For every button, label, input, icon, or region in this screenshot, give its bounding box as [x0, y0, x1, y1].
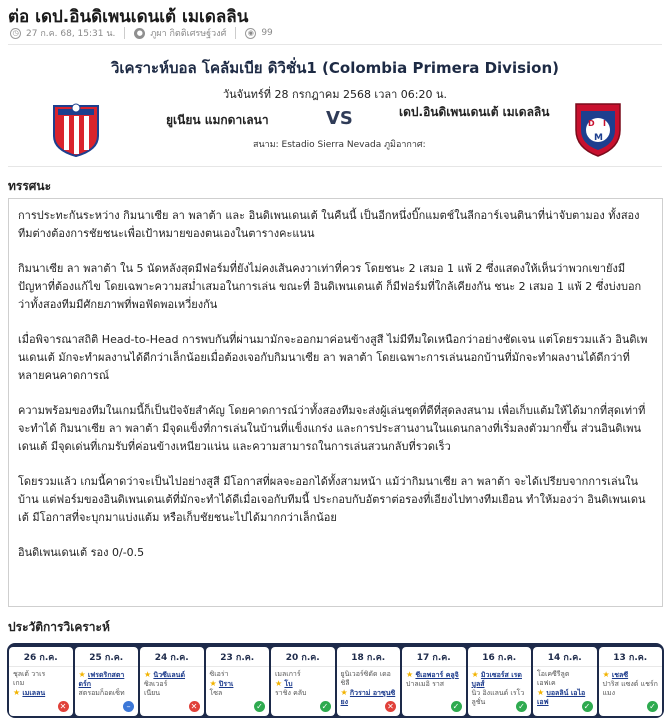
analysis-history-strip: [7, 643, 664, 718]
star-icon: ★: [406, 670, 414, 679]
history-tip[interactable]: เฟรดริกสตาดร์ก: [78, 671, 125, 688]
history-team: นิว อิงแลนด์ เรโวลูชั่น: [471, 689, 525, 706]
history-date: 24 ก.ค.: [140, 647, 204, 667]
match-date: วันจันทร์ที่ 28 กรกฎาคม 2568 เวลา 06:20 น.: [222, 88, 447, 101]
venue-info: สนาม: Estadio Sierra Nevada ภูมิอากาศ:: [253, 140, 426, 150]
star-icon: ★: [13, 688, 21, 697]
history-card[interactable]: [599, 647, 663, 716]
history-card[interactable]: [75, 647, 139, 716]
history-team: สตรอมก็อดเซ็ท: [78, 689, 125, 697]
history-card[interactable]: [9, 647, 73, 716]
history-tip[interactable]: ชีเอพอาร์ คลูจิ: [415, 671, 459, 679]
history-tip[interactable]: บอลลิน์ เอไอเอฟ: [537, 689, 586, 706]
history-team: ชุลเต้ วาเร: [13, 670, 46, 678]
analysis-heading: ทรรศนะ: [8, 179, 52, 193]
history-date: 26 ก.ค.: [9, 647, 73, 667]
history-team: ยูนิเวอร์ซิดัด เดอ ชิลี: [340, 670, 391, 687]
result-win-icon: ✓: [320, 701, 331, 712]
history-card[interactable]: [337, 647, 401, 716]
history-tip[interactable]: เชลซี: [611, 671, 629, 679]
result-win-icon: ✓: [647, 701, 658, 712]
history-team: เนียน: [144, 689, 161, 697]
meta-separator: [235, 27, 236, 39]
history-date: 16 ก.ค.: [468, 647, 532, 667]
result-loss-icon: ✕: [189, 701, 200, 712]
svg-text:D: D: [588, 119, 595, 128]
history-heading: ประวัติการวิเคราะห์: [8, 620, 110, 634]
away-team-name: เดป.อินดิเพนเดนเต้ เมเดลลิน: [399, 105, 550, 119]
away-team-logo: [572, 100, 624, 162]
history-team: เมลเการ์: [275, 670, 301, 678]
post-title: ต่อ เดป.อินดิเพนเดนเต้ เมเดลลิน: [8, 7, 249, 27]
history-tip[interactable]: โบ: [284, 680, 293, 688]
history-team: ราชิง คลับ: [275, 689, 307, 697]
result-draw-icon: –: [123, 701, 134, 712]
result-loss-icon: ✕: [385, 701, 396, 712]
home-team-logo: [48, 102, 104, 162]
post-meta: [10, 26, 273, 40]
history-date: 14 ก.ค.: [533, 647, 597, 667]
history-team: เกม: [13, 679, 25, 687]
history-team: ปาริส แซงต์ แชร์กแมง: [602, 680, 658, 697]
history-team: โซล: [209, 689, 223, 697]
history-tip[interactable]: มิวเซอร์ส เรด บูลส์: [471, 671, 522, 688]
history-date: 13 ก.ค.: [599, 647, 663, 667]
svg-text:I: I: [603, 119, 606, 128]
history-card[interactable]: [402, 647, 466, 716]
history-card[interactable]: [468, 647, 532, 716]
eye-icon: ◉: [245, 28, 256, 39]
match-title: วิเคราะห์บอล โคลัมเบีย ดิวิชั่น1 (Colombia Primera Division): [110, 59, 559, 77]
result-win-icon: ✓: [451, 701, 462, 712]
clock-icon: ◷: [10, 28, 21, 39]
star-icon: ★: [78, 670, 86, 679]
history-team: ปาลเมอิ ราส: [406, 680, 445, 688]
vs-label: VS: [326, 108, 353, 129]
star-icon: ★: [209, 679, 217, 688]
history-team: เอฟเค: [537, 679, 556, 687]
result-loss-icon: ✕: [58, 701, 69, 712]
star-icon: ★: [471, 670, 479, 679]
user-icon: ●: [134, 28, 145, 39]
history-team: ซิลเวอร์: [144, 680, 168, 688]
history-card[interactable]: [206, 647, 270, 716]
history-date: 18 ก.ค.: [337, 647, 401, 667]
analysis-paragraph: โดยรวมแล้ว เกมนี้คาดว่าจะเป็นไปอย่างสูสี มีโอกาสที่ผลจะออกได้ทั้งสามหน้า แม้ว่ากิมนาเซีย ลา พลาต้า จะได้เปรียบจากการเล่นในบ้าน แต่ฟอร์มของอินดิเพนเดนเต้ที่มักจะทำได้ดีเมื่อเจอกับทีมนี้ ประกอบกับอัตราต่อรองที่เอียงไปทางทีมเยือน ทำให้มองว่า อินดิเพนเดนเต้ มีโอกาสที่จะบุกมาแบ่งแต้ม หรือเก็บชัยชนะไปได้มากกว่าเล็กน้อย: [18, 475, 646, 524]
analysis-box: [8, 198, 663, 607]
history-tip[interactable]: ปิราเ: [218, 680, 234, 688]
history-card[interactable]: [140, 647, 204, 716]
analysis-paragraph: การประทะกันระหว่าง กิมนาเซีย ลา พลาต้า และ อินดิเพนเดนเต้ ในคืนนี้ เป็นอีกหนึ่งบิ๊กแมตช์ในลีกอาร์เจนตินาที่น่าจับตามอง ทั้งสองทีมต่างต้องการชัยชนะเพื่อเป้าหมายของตนเองในตารางคะแนน: [18, 209, 640, 240]
analysis-paragraph: ความพร้อมของทีมในเกมนี้ก็เป็นปัจจัยสำคัญ โดยคาดการณ์ว่าทั้งสองทีมจะส่งผู้เล่นชุดที่ดีที่สุดลงสนาม เพื่อเก็บแต้มให้ได้มากที่สุดเท่าที่จะทำได้ กิมนาเซีย ลา พลาต้า มีจุดแข็งที่การเล่นในบ้านที่แข็งแกร่ง และการประสานงานในแดนกลางที่เริ่มลงตัวมากขึ้น ส่วนอินดิเพนเดนเต้ มีจุดเด่นที่เกมรับที่ค่อนข้างเหนียวแน่น และความสามารถในการเล่นสวนกลับที่รวดเร็ว: [18, 404, 646, 453]
post-views: 99: [261, 28, 273, 38]
result-win-icon: ✓: [516, 701, 527, 712]
analysis-paragraph: กิมนาเซีย ลา พลาต้า ใน 5 นัดหลังสุดมีฟอร์มที่ยังไม่คงเส้นคงวาเท่าที่ควร โดยชนะ 2 เสมอ 1 แพ้ 2 ซึ่งแสดงให้เห็นว่าพวกเขายังมีปัญหาที่ต้องแก้ไข โดยเฉพาะความสม่ำเสมอในการเล่น ขณะที่ อินดิเพนเดนเต้ ก็มีฟอร์มที่ใกล้เคียงกัน ชนะ 2 เสมอ 1 แพ้ 2 ซึ่งบ่งบอกว่าทั้งสองทีมมีศักยภาพที่พอฟัดพอเหวี่ยงกัน: [18, 262, 642, 311]
post-author[interactable]: ภูผา กิตติเศรษฐ์วงศ์: [150, 29, 227, 39]
result-win-icon: ✓: [582, 701, 593, 712]
history-date: 17 ก.ค.: [402, 647, 466, 667]
svg-text:M: M: [594, 133, 603, 143]
star-icon: ★: [537, 688, 545, 697]
history-date: 25 ก.ค.: [75, 647, 139, 667]
divider: [8, 166, 662, 167]
history-card[interactable]: [533, 647, 597, 716]
history-date: 23 ก.ค.: [206, 647, 270, 667]
history-tip[interactable]: กิวราม่ อาซุนซิยง: [340, 689, 396, 706]
meta-separator: [124, 27, 125, 39]
result-win-icon: ✓: [254, 701, 265, 712]
analysis-paragraph: เมื่อพิจารณาสถิติ Head-to-Head การพบกันที่ผ่านมามักจะออกมาค่อนข้างสูสี ไม่มีทีมใดเหนือกว่าอย่างชัดเจน แต่โดยรวมแล้ว อินดิเพนเดนเต้ มักจะทำผลงานได้ดีกว่าเล็กน้อยเมื่อต้องเจอกับกิมนาเซีย ลา พลาต้า โดยเฉพาะการเล่นนอกบ้านที่มักจะทำผลงานได้ดีกว่าที่หลายคนคาดการณ์: [18, 333, 648, 382]
history-team: โอเคซีรีลูต: [537, 670, 570, 678]
star-icon: ★: [144, 670, 152, 679]
home-team-name: ยูเนียน แมกดาเลนา: [166, 113, 269, 127]
star-icon: ★: [602, 670, 610, 679]
history-card[interactable]: [271, 647, 335, 716]
history-date: 20 ก.ค.: [271, 647, 335, 667]
star-icon: ★: [340, 688, 348, 697]
history-tip[interactable]: นิวซีแลนด์: [153, 671, 186, 679]
divider: [8, 44, 662, 45]
post-date: 27 ก.ค. 68, 15:31 น.: [26, 29, 116, 39]
history-tip[interactable]: เมเลลน: [22, 689, 46, 697]
star-icon: ★: [275, 679, 283, 688]
history-team: ซิเอร่า: [209, 670, 229, 678]
analysis-tip: อินดิเพนเดนเต้ รอง 0/-0.5: [18, 546, 145, 559]
